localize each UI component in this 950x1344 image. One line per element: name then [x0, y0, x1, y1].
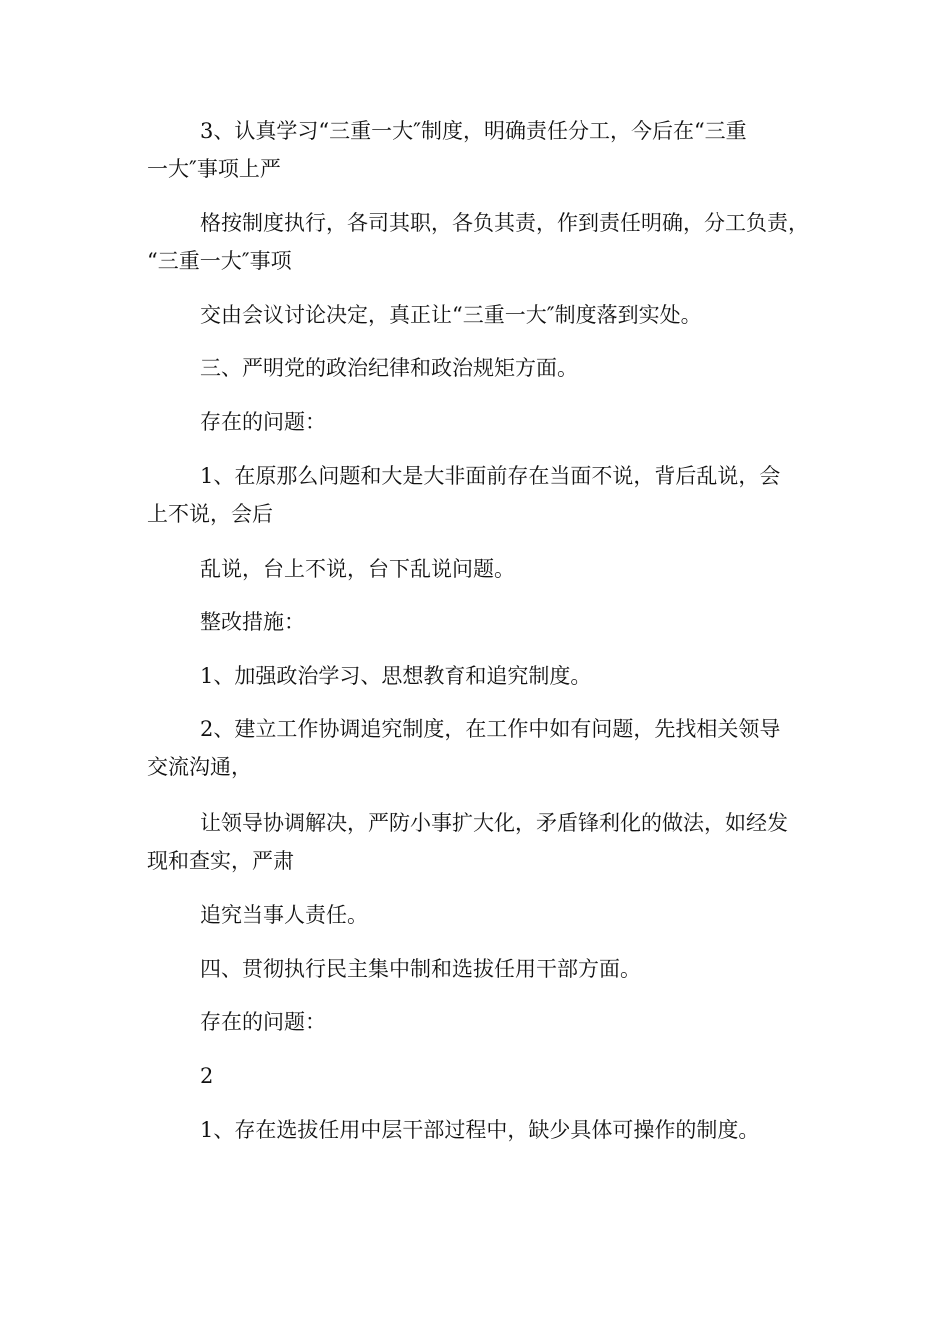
text-line: 一大″事项上严: [147, 157, 281, 181]
text-line: 3、认真学习“三重一大″制度，明确责任分工，今后在“三重: [200, 119, 747, 143]
measure-item-1: [147, 657, 827, 695]
measure-item-2: [147, 710, 827, 786]
measure-item-2-continued: [147, 804, 827, 880]
text-line: 让领导协调解决，严防小事扩大化，矛盾锋利化的做法，如经发: [200, 811, 788, 835]
text-line: “三重一大″事项: [147, 249, 292, 273]
section-heading-three: [147, 349, 827, 387]
text-line: 1、在原那么问题和大是大非面前存在当面不说，背后乱说，会: [200, 464, 781, 488]
text-line: 交流沟通，: [147, 755, 252, 779]
measures-label: [147, 603, 827, 641]
text-line: 四、贯彻执行民主集中制和选拔任用干部方面。: [200, 957, 641, 981]
problem-item-1: [147, 457, 827, 533]
text-line: 1、加强政治学习、思想教育和追究制度。: [200, 664, 592, 688]
text-line: 上不说，会后: [147, 502, 273, 526]
text-line: 追究当事人责任。: [200, 903, 368, 927]
text-line: 2: [200, 1064, 214, 1088]
text-line: 现和查实，严肃: [147, 849, 294, 873]
measure-item-2-end: [147, 896, 827, 934]
problems-label: [147, 403, 827, 441]
text-line: 交由会议讨论决定，真正让“三重一大″制度落到实处。: [200, 303, 702, 327]
paragraph-meeting-decision: [147, 296, 827, 334]
problem-item-selection: [147, 1111, 827, 1149]
text-line: 存在的问题：: [200, 410, 326, 434]
paragraph-strict-execution: [147, 204, 827, 280]
text-line: 1、存在选拔任用中层干部过程中，缺少具体可操作的制度。: [200, 1118, 760, 1142]
text-line: 三、严明党的政治纪律和政治规矩方面。: [200, 356, 578, 380]
problem-item-1-continued: [147, 550, 827, 588]
page-number: [147, 1057, 827, 1095]
text-line: 存在的问题：: [200, 1010, 326, 1034]
section-heading-four: [147, 950, 827, 988]
text-line: 格按制度执行，各司其职，各负其责，作到责任明确，分工负责，: [200, 211, 809, 235]
paragraph-sanzhongyida-study: [147, 112, 827, 188]
text-line: 整改措施：: [200, 610, 305, 634]
text-line: 2、建立工作协调追究制度，在工作中如有问题，先找相关领导: [200, 717, 781, 741]
problems-label-2: [147, 1003, 827, 1041]
text-line: 乱说，台上不说，台下乱说问题。: [200, 557, 515, 581]
